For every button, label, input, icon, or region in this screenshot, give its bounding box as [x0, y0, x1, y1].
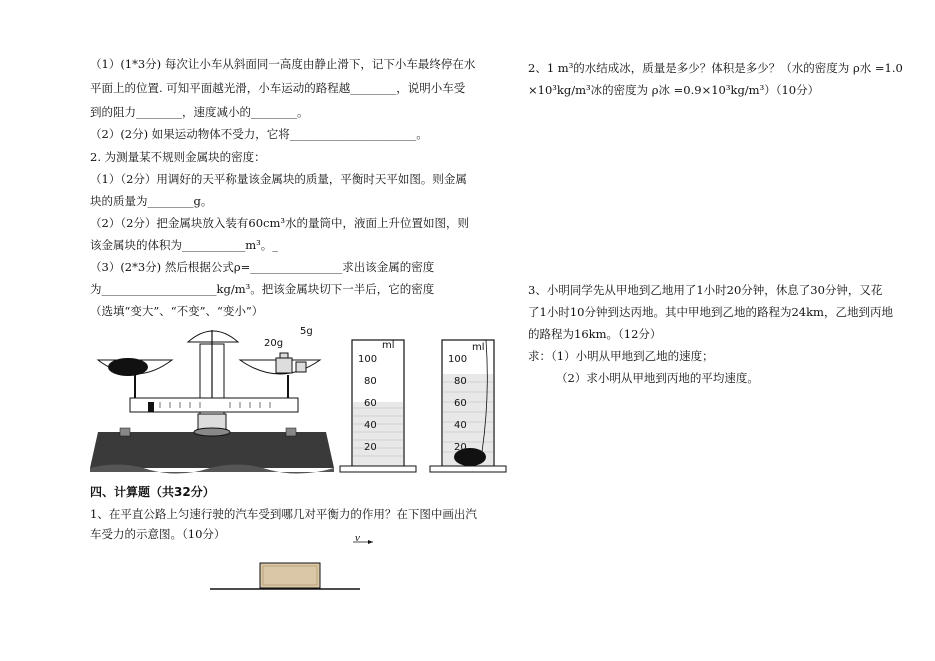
calc3-line-d: 求：（1）小明从甲地到乙地的速度；: [528, 349, 714, 363]
weight-5g-label: 5g: [300, 326, 313, 337]
q2-1-line-a: （1）（2分）用调好的天平称量该金属块的质量，平衡时天平如图。则金属: [90, 172, 467, 186]
cyl2-tick-100: 100: [448, 354, 468, 365]
cyl2-unit: ml: [472, 342, 485, 353]
calc1-line-b: 车受力的示意图。（10分）: [90, 527, 226, 541]
cyl2-tick-40: 40: [454, 420, 467, 431]
calc3-line-a: 3、小明同学先从甲地到乙地用了1小时20分钟，休息了30分钟，又花: [528, 283, 883, 297]
metal-block: [108, 358, 148, 376]
cyl1-tick-100: 100: [358, 354, 378, 365]
calc3-line-e: （2）求小明从甲地到丙地的平均速度。: [556, 371, 759, 385]
q2-title: 2. 为测量某不规则金属块的密度：: [90, 150, 266, 164]
q2-3-line-b: 为____________________kg/m³。把该金属块切下一半后，它的密度: [90, 282, 435, 296]
cyl1-tick-20: 20: [364, 442, 377, 453]
cyl2-tick-60: 60: [454, 398, 467, 409]
q2-3-line-c: （选填“变大”、“不变”、“变小”）: [90, 304, 264, 318]
q1-1-line-a: （1）(1*3分) 每次让小车从斜面同一高度由静止滑下，记下小车最终停在水: [90, 57, 476, 71]
graduated-cylinder-2: [428, 336, 518, 476]
q1-1-line-c: 到的阻力________，速度减小的________。: [90, 105, 309, 119]
q2-2-line-a: （2）（2分）把金属块放入装有60cm³水的量筒中，液面上升位置如图，则: [90, 216, 469, 230]
calc3-line-c: 的路程为16km。（12分）: [528, 327, 662, 341]
cyl1-tick-60: 60: [364, 398, 377, 409]
weight-20g: [276, 358, 292, 373]
calc2-line-a: 2、1 m³的水结成冰，质量是多少？体积是多少？（水的密度为 ρ水 =1.0: [528, 61, 903, 75]
cyl1-tick-80: 80: [364, 376, 377, 387]
calc2-line-b: ×10³kg/m³冰的密度为 ρ冰 =0.9×10³kg/m³）（10分）: [528, 83, 820, 97]
weight-5g: [296, 362, 306, 372]
weight-20g-label: 20g: [264, 338, 284, 349]
water-level-1: [353, 402, 403, 467]
cyl2-tick-80: 80: [454, 376, 467, 387]
car-block: [260, 563, 320, 588]
car-force-diagram: [205, 530, 385, 595]
graduated-cylinder-1: [338, 336, 418, 476]
q1-1-line-b: 平面上的位置. 可知平面越光滑，小车运动的路程越________，说明小车受: [90, 81, 466, 95]
cyl1-tick-40: 40: [364, 420, 377, 431]
section-4-heading: 四、计算题（共32分）: [90, 485, 215, 499]
cyl1-unit: ml: [382, 340, 395, 351]
cyl2-tick-20: 20: [454, 442, 467, 453]
beam: [130, 398, 298, 412]
q2-2-line-b: 该金属块的体积为___________m³。_: [90, 238, 279, 252]
q1-2-line: （2）(2分) 如果运动物体不受力，它将______________________。: [90, 127, 428, 141]
velocity-label: v: [355, 532, 360, 544]
balance-scale-figure: [90, 320, 335, 480]
q2-1-line-b: 块的质量为________g。: [90, 194, 213, 208]
q2-3-line-a: （3）(2*3分) 然后根据公式ρ=________________求出该金属的密度: [90, 260, 435, 274]
rider: [148, 402, 154, 412]
balance-base: [90, 432, 334, 468]
calc1-line-a: 1、在平直公路上匀速行驶的汽车受到哪几对平衡力的作用？在下图中画出汽: [90, 507, 477, 521]
calc3-line-b: 了1小时10分钟到达丙地。其中甲地到乙地的路程为24km，乙地到丙地: [528, 305, 893, 319]
